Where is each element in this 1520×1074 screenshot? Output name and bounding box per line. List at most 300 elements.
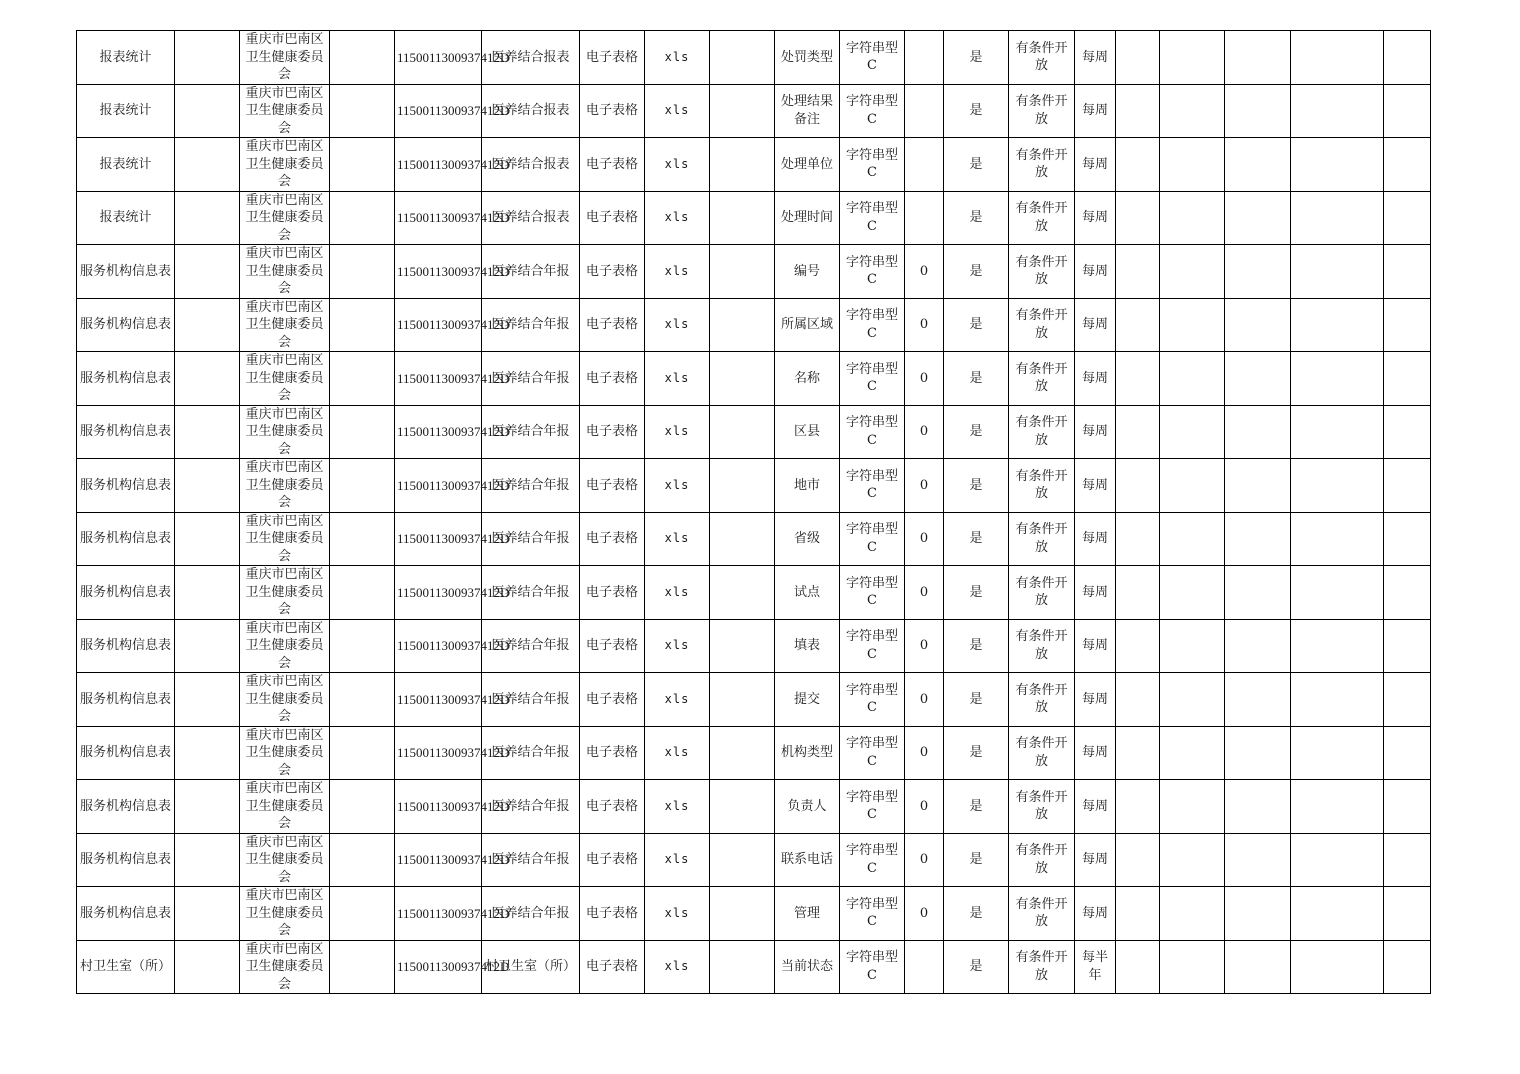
cell-col-blank-6 xyxy=(1225,352,1291,406)
table-row xyxy=(77,940,1431,994)
cell-format-type: 电子表格 xyxy=(580,833,645,887)
cell-format-type: 电子表格 xyxy=(580,352,645,406)
cell-col-blank-7 xyxy=(1291,566,1384,620)
cell-is-required: 是 xyxy=(944,566,1009,620)
cell-department: 重庆市巴南区卫生健康委员会 xyxy=(240,191,330,245)
cell-data-type: 字符串型C xyxy=(840,619,905,673)
cell-format-type: 电子表格 xyxy=(580,459,645,513)
cell-col-blank-3 xyxy=(710,940,775,994)
table-row xyxy=(77,566,1431,620)
cell-resource-name: 医养结合年报 xyxy=(482,673,580,727)
cell-share-type: 有条件开放 xyxy=(1009,566,1075,620)
cell-file-ext: xls xyxy=(645,459,710,513)
cell-field-length xyxy=(905,191,944,245)
cell-data-type: 字符串型C xyxy=(840,940,905,994)
cell-col-blank-6 xyxy=(1225,780,1291,834)
cell-col-blank-4 xyxy=(1116,138,1160,192)
cell-col-blank-2 xyxy=(330,512,395,566)
cell-col-blank-3 xyxy=(710,459,775,513)
cell-col-blank-2 xyxy=(330,84,395,138)
cell-share-type: 有条件开放 xyxy=(1009,619,1075,673)
cell-col-blank-6 xyxy=(1225,459,1291,513)
cell-table-name: 服务机构信息表 xyxy=(77,459,175,513)
cell-col-blank-7 xyxy=(1291,459,1384,513)
cell-update-cycle: 每周 xyxy=(1075,780,1116,834)
cell-share-type: 有条件开放 xyxy=(1009,138,1075,192)
cell-is-required: 是 xyxy=(944,726,1009,780)
cell-org-code: 1150011300937412D xyxy=(395,31,482,85)
cell-field-name: 区县 xyxy=(775,405,840,459)
cell-col-blank-8 xyxy=(1384,405,1431,459)
cell-resource-name: 医养结合报表 xyxy=(482,138,580,192)
cell-is-required: 是 xyxy=(944,138,1009,192)
cell-format-type: 电子表格 xyxy=(580,940,645,994)
cell-col-blank-2 xyxy=(330,138,395,192)
table-row xyxy=(77,512,1431,566)
cell-org-code: 1150011300937412D xyxy=(395,352,482,406)
cell-field-length: 0 xyxy=(905,566,944,620)
cell-col-blank-5 xyxy=(1160,887,1225,941)
cell-col-blank-2 xyxy=(330,566,395,620)
cell-data-type: 字符串型C xyxy=(840,31,905,85)
table-row xyxy=(77,191,1431,245)
cell-field-name: 负责人 xyxy=(775,780,840,834)
cell-org-code: 1150011300937412D xyxy=(395,84,482,138)
cell-col-blank-6 xyxy=(1225,887,1291,941)
cell-update-cycle: 每周 xyxy=(1075,191,1116,245)
cell-department: 重庆市巴南区卫生健康委员会 xyxy=(240,459,330,513)
cell-resource-name: 医养结合报表 xyxy=(482,84,580,138)
cell-col-blank-1 xyxy=(175,566,240,620)
cell-col-blank-7 xyxy=(1291,352,1384,406)
table-row xyxy=(77,84,1431,138)
cell-org-code: 1150011300937412D xyxy=(395,887,482,941)
cell-share-type: 有条件开放 xyxy=(1009,887,1075,941)
cell-table-name: 服务机构信息表 xyxy=(77,619,175,673)
table-row xyxy=(77,138,1431,192)
cell-data-type: 字符串型C xyxy=(840,298,905,352)
cell-org-code: 1150011300937412D xyxy=(395,298,482,352)
cell-col-blank-6 xyxy=(1225,673,1291,727)
cell-department: 重庆市巴南区卫生健康委员会 xyxy=(240,512,330,566)
cell-col-blank-4 xyxy=(1116,31,1160,85)
cell-col-blank-4 xyxy=(1116,726,1160,780)
cell-department: 重庆市巴南区卫生健康委员会 xyxy=(240,245,330,299)
table-row xyxy=(77,459,1431,513)
cell-is-required: 是 xyxy=(944,191,1009,245)
cell-format-type: 电子表格 xyxy=(580,84,645,138)
cell-col-blank-8 xyxy=(1384,673,1431,727)
cell-resource-name: 医养结合年报 xyxy=(482,833,580,887)
cell-department: 重庆市巴南区卫生健康委员会 xyxy=(240,619,330,673)
cell-col-blank-6 xyxy=(1225,405,1291,459)
cell-col-blank-3 xyxy=(710,780,775,834)
cell-field-length: 0 xyxy=(905,459,944,513)
cell-department: 重庆市巴南区卫生健康委员会 xyxy=(240,31,330,85)
cell-col-blank-2 xyxy=(330,726,395,780)
cell-col-blank-8 xyxy=(1384,31,1431,85)
cell-share-type: 有条件开放 xyxy=(1009,245,1075,299)
cell-col-blank-8 xyxy=(1384,84,1431,138)
table-row xyxy=(77,245,1431,299)
cell-col-blank-1 xyxy=(175,780,240,834)
cell-table-name: 报表统计 xyxy=(77,191,175,245)
cell-field-name: 管理 xyxy=(775,887,840,941)
cell-is-required: 是 xyxy=(944,940,1009,994)
cell-col-blank-1 xyxy=(175,512,240,566)
cell-update-cycle: 每周 xyxy=(1075,726,1116,780)
cell-col-blank-6 xyxy=(1225,298,1291,352)
cell-col-blank-5 xyxy=(1160,780,1225,834)
cell-col-blank-8 xyxy=(1384,566,1431,620)
cell-field-length: 0 xyxy=(905,780,944,834)
cell-col-blank-6 xyxy=(1225,726,1291,780)
cell-col-blank-1 xyxy=(175,298,240,352)
cell-col-blank-2 xyxy=(330,833,395,887)
cell-col-blank-4 xyxy=(1116,833,1160,887)
cell-org-code: 1150011300937412D xyxy=(395,619,482,673)
cell-share-type: 有条件开放 xyxy=(1009,833,1075,887)
cell-format-type: 电子表格 xyxy=(580,566,645,620)
cell-file-ext: xls xyxy=(645,138,710,192)
cell-update-cycle: 每周 xyxy=(1075,298,1116,352)
cell-update-cycle: 每周 xyxy=(1075,512,1116,566)
cell-share-type: 有条件开放 xyxy=(1009,405,1075,459)
cell-col-blank-5 xyxy=(1160,245,1225,299)
cell-col-blank-1 xyxy=(175,459,240,513)
cell-is-required: 是 xyxy=(944,833,1009,887)
table-row xyxy=(77,833,1431,887)
cell-org-code: 1150011300937412D xyxy=(395,245,482,299)
cell-file-ext: xls xyxy=(645,726,710,780)
cell-department: 重庆市巴南区卫生健康委员会 xyxy=(240,726,330,780)
cell-table-name: 服务机构信息表 xyxy=(77,673,175,727)
cell-update-cycle: 每周 xyxy=(1075,31,1116,85)
cell-org-code: 1150011300937412D xyxy=(395,191,482,245)
cell-col-blank-6 xyxy=(1225,245,1291,299)
cell-col-blank-1 xyxy=(175,31,240,85)
cell-col-blank-1 xyxy=(175,245,240,299)
cell-col-blank-2 xyxy=(330,405,395,459)
cell-department: 重庆市巴南区卫生健康委员会 xyxy=(240,887,330,941)
cell-data-type: 字符串型C xyxy=(840,245,905,299)
cell-resource-name: 医养结合年报 xyxy=(482,459,580,513)
cell-col-blank-2 xyxy=(330,780,395,834)
cell-org-code: 1150011300937412D xyxy=(395,780,482,834)
cell-file-ext: xls xyxy=(645,245,710,299)
cell-update-cycle: 每周 xyxy=(1075,833,1116,887)
table-row xyxy=(77,726,1431,780)
cell-is-required: 是 xyxy=(944,619,1009,673)
cell-col-blank-5 xyxy=(1160,352,1225,406)
cell-update-cycle: 每周 xyxy=(1075,245,1116,299)
cell-file-ext: xls xyxy=(645,31,710,85)
cell-field-name: 地市 xyxy=(775,459,840,513)
cell-field-name: 处理时间 xyxy=(775,191,840,245)
cell-col-blank-3 xyxy=(710,245,775,299)
cell-col-blank-5 xyxy=(1160,31,1225,85)
cell-update-cycle: 每周 xyxy=(1075,138,1116,192)
cell-share-type: 有条件开放 xyxy=(1009,459,1075,513)
cell-col-blank-7 xyxy=(1291,833,1384,887)
cell-field-length: 0 xyxy=(905,405,944,459)
table-row xyxy=(77,780,1431,834)
cell-table-name: 服务机构信息表 xyxy=(77,298,175,352)
cell-col-blank-3 xyxy=(710,833,775,887)
cell-share-type: 有条件开放 xyxy=(1009,726,1075,780)
cell-col-blank-4 xyxy=(1116,352,1160,406)
cell-col-blank-7 xyxy=(1291,245,1384,299)
cell-file-ext: xls xyxy=(645,298,710,352)
cell-col-blank-7 xyxy=(1291,619,1384,673)
cell-file-ext: xls xyxy=(645,512,710,566)
cell-update-cycle: 每周 xyxy=(1075,673,1116,727)
cell-is-required: 是 xyxy=(944,512,1009,566)
cell-org-code: 1150011300937412D xyxy=(395,459,482,513)
cell-col-blank-1 xyxy=(175,726,240,780)
cell-col-blank-2 xyxy=(330,940,395,994)
cell-col-blank-7 xyxy=(1291,780,1384,834)
cell-col-blank-6 xyxy=(1225,138,1291,192)
table-row xyxy=(77,31,1431,85)
cell-col-blank-8 xyxy=(1384,512,1431,566)
cell-field-name: 处理结果备注 xyxy=(775,84,840,138)
cell-data-type: 字符串型C xyxy=(840,833,905,887)
cell-update-cycle: 每周 xyxy=(1075,566,1116,620)
cell-field-name: 名称 xyxy=(775,352,840,406)
cell-department: 重庆市巴南区卫生健康委员会 xyxy=(240,298,330,352)
cell-col-blank-3 xyxy=(710,352,775,406)
cell-col-blank-4 xyxy=(1116,512,1160,566)
cell-is-required: 是 xyxy=(944,887,1009,941)
cell-col-blank-4 xyxy=(1116,619,1160,673)
cell-share-type: 有条件开放 xyxy=(1009,191,1075,245)
cell-col-blank-3 xyxy=(710,191,775,245)
cell-share-type: 有条件开放 xyxy=(1009,512,1075,566)
cell-is-required: 是 xyxy=(944,780,1009,834)
cell-col-blank-3 xyxy=(710,405,775,459)
cell-department: 重庆市巴南区卫生健康委员会 xyxy=(240,940,330,994)
cell-resource-name: 医养结合报表 xyxy=(482,191,580,245)
data-table xyxy=(76,30,1431,994)
cell-update-cycle: 每半年 xyxy=(1075,940,1116,994)
cell-col-blank-7 xyxy=(1291,138,1384,192)
cell-file-ext: xls xyxy=(645,405,710,459)
cell-col-blank-2 xyxy=(330,245,395,299)
cell-col-blank-8 xyxy=(1384,887,1431,941)
cell-col-blank-7 xyxy=(1291,726,1384,780)
cell-col-blank-3 xyxy=(710,887,775,941)
cell-col-blank-8 xyxy=(1384,138,1431,192)
cell-file-ext: xls xyxy=(645,673,710,727)
cell-department: 重庆市巴南区卫生健康委员会 xyxy=(240,352,330,406)
cell-col-blank-6 xyxy=(1225,566,1291,620)
cell-col-blank-3 xyxy=(710,619,775,673)
cell-is-required: 是 xyxy=(944,298,1009,352)
cell-col-blank-8 xyxy=(1384,619,1431,673)
cell-col-blank-3 xyxy=(710,84,775,138)
cell-update-cycle: 每周 xyxy=(1075,887,1116,941)
cell-org-code: 1150011300937412D xyxy=(395,138,482,192)
cell-update-cycle: 每周 xyxy=(1075,405,1116,459)
cell-format-type: 电子表格 xyxy=(580,726,645,780)
cell-data-type: 字符串型C xyxy=(840,512,905,566)
cell-col-blank-5 xyxy=(1160,619,1225,673)
cell-field-length xyxy=(905,84,944,138)
cell-col-blank-3 xyxy=(710,566,775,620)
cell-col-blank-4 xyxy=(1116,887,1160,941)
cell-col-blank-6 xyxy=(1225,84,1291,138)
table-body xyxy=(77,31,1431,994)
cell-data-type: 字符串型C xyxy=(840,459,905,513)
cell-share-type: 有条件开放 xyxy=(1009,84,1075,138)
cell-update-cycle: 每周 xyxy=(1075,352,1116,406)
cell-col-blank-1 xyxy=(175,619,240,673)
cell-department: 重庆市巴南区卫生健康委员会 xyxy=(240,566,330,620)
table-row xyxy=(77,405,1431,459)
cell-field-length: 0 xyxy=(905,833,944,887)
cell-col-blank-4 xyxy=(1116,245,1160,299)
cell-field-name: 填表 xyxy=(775,619,840,673)
cell-col-blank-3 xyxy=(710,138,775,192)
cell-table-name: 报表统计 xyxy=(77,31,175,85)
cell-col-blank-8 xyxy=(1384,726,1431,780)
cell-col-blank-1 xyxy=(175,138,240,192)
cell-org-code: 1150011300937412D xyxy=(395,833,482,887)
cell-col-blank-1 xyxy=(175,887,240,941)
cell-col-blank-1 xyxy=(175,352,240,406)
cell-format-type: 电子表格 xyxy=(580,138,645,192)
table-row xyxy=(77,673,1431,727)
cell-format-type: 电子表格 xyxy=(580,298,645,352)
cell-is-required: 是 xyxy=(944,459,1009,513)
cell-resource-name: 医养结合报表 xyxy=(482,31,580,85)
cell-col-blank-6 xyxy=(1225,191,1291,245)
cell-format-type: 电子表格 xyxy=(580,512,645,566)
cell-file-ext: xls xyxy=(645,780,710,834)
cell-col-blank-5 xyxy=(1160,512,1225,566)
cell-col-blank-4 xyxy=(1116,405,1160,459)
cell-table-name: 报表统计 xyxy=(77,138,175,192)
cell-field-length: 0 xyxy=(905,512,944,566)
cell-col-blank-5 xyxy=(1160,566,1225,620)
cell-field-name: 试点 xyxy=(775,566,840,620)
cell-col-blank-3 xyxy=(710,673,775,727)
cell-file-ext: xls xyxy=(645,833,710,887)
cell-col-blank-4 xyxy=(1116,298,1160,352)
cell-col-blank-2 xyxy=(330,298,395,352)
cell-col-blank-7 xyxy=(1291,512,1384,566)
cell-col-blank-6 xyxy=(1225,512,1291,566)
cell-col-blank-2 xyxy=(330,191,395,245)
cell-format-type: 电子表格 xyxy=(580,31,645,85)
cell-format-type: 电子表格 xyxy=(580,887,645,941)
cell-share-type: 有条件开放 xyxy=(1009,940,1075,994)
cell-field-length: 0 xyxy=(905,673,944,727)
cell-table-name: 服务机构信息表 xyxy=(77,833,175,887)
cell-col-blank-4 xyxy=(1116,566,1160,620)
cell-field-length: 0 xyxy=(905,726,944,780)
cell-resource-name: 医养结合年报 xyxy=(482,566,580,620)
cell-table-name: 服务机构信息表 xyxy=(77,726,175,780)
cell-file-ext: xls xyxy=(645,619,710,673)
cell-col-blank-6 xyxy=(1225,833,1291,887)
cell-resource-name: 医养结合年报 xyxy=(482,405,580,459)
cell-col-blank-7 xyxy=(1291,673,1384,727)
cell-data-type: 字符串型C xyxy=(840,138,905,192)
cell-data-type: 字符串型C xyxy=(840,405,905,459)
cell-is-required: 是 xyxy=(944,31,1009,85)
cell-field-length xyxy=(905,31,944,85)
cell-col-blank-7 xyxy=(1291,940,1384,994)
cell-col-blank-7 xyxy=(1291,405,1384,459)
cell-data-type: 字符串型C xyxy=(840,887,905,941)
cell-department: 重庆市巴南区卫生健康委员会 xyxy=(240,673,330,727)
cell-file-ext: xls xyxy=(645,84,710,138)
cell-col-blank-5 xyxy=(1160,191,1225,245)
cell-field-name: 联系电话 xyxy=(775,833,840,887)
cell-resource-name: 医养结合年报 xyxy=(482,726,580,780)
cell-field-length: 0 xyxy=(905,619,944,673)
cell-data-type: 字符串型C xyxy=(840,191,905,245)
cell-share-type: 有条件开放 xyxy=(1009,298,1075,352)
cell-col-blank-1 xyxy=(175,673,240,727)
cell-table-name: 服务机构信息表 xyxy=(77,512,175,566)
cell-col-blank-1 xyxy=(175,84,240,138)
cell-col-blank-4 xyxy=(1116,459,1160,513)
cell-org-code: 1150011300937412D xyxy=(395,512,482,566)
cell-field-length: 0 xyxy=(905,887,944,941)
cell-col-blank-8 xyxy=(1384,191,1431,245)
cell-is-required: 是 xyxy=(944,84,1009,138)
cell-share-type: 有条件开放 xyxy=(1009,31,1075,85)
cell-col-blank-5 xyxy=(1160,940,1225,994)
cell-col-blank-8 xyxy=(1384,459,1431,513)
cell-org-code: 1150011300937412D xyxy=(395,673,482,727)
cell-col-blank-7 xyxy=(1291,84,1384,138)
cell-format-type: 电子表格 xyxy=(580,191,645,245)
cell-field-name: 提交 xyxy=(775,673,840,727)
cell-is-required: 是 xyxy=(944,673,1009,727)
cell-col-blank-7 xyxy=(1291,191,1384,245)
cell-col-blank-4 xyxy=(1116,780,1160,834)
cell-col-blank-6 xyxy=(1225,31,1291,85)
cell-col-blank-5 xyxy=(1160,84,1225,138)
cell-format-type: 电子表格 xyxy=(580,780,645,834)
cell-data-type: 字符串型C xyxy=(840,566,905,620)
cell-file-ext: xls xyxy=(645,940,710,994)
cell-col-blank-5 xyxy=(1160,726,1225,780)
cell-col-blank-7 xyxy=(1291,298,1384,352)
cell-col-blank-4 xyxy=(1116,673,1160,727)
cell-table-name: 服务机构信息表 xyxy=(77,405,175,459)
cell-resource-name: 医养结合年报 xyxy=(482,887,580,941)
cell-col-blank-1 xyxy=(175,191,240,245)
cell-col-blank-4 xyxy=(1116,84,1160,138)
cell-data-type: 字符串型C xyxy=(840,84,905,138)
cell-col-blank-4 xyxy=(1116,191,1160,245)
cell-file-ext: xls xyxy=(645,566,710,620)
cell-file-ext: xls xyxy=(645,887,710,941)
cell-table-name: 服务机构信息表 xyxy=(77,352,175,406)
cell-share-type: 有条件开放 xyxy=(1009,352,1075,406)
cell-org-code: 1150011300937412D xyxy=(395,566,482,620)
table-row xyxy=(77,887,1431,941)
cell-col-blank-7 xyxy=(1291,887,1384,941)
cell-col-blank-3 xyxy=(710,726,775,780)
cell-table-name: 村卫生室（所） xyxy=(77,940,175,994)
cell-col-blank-3 xyxy=(710,31,775,85)
